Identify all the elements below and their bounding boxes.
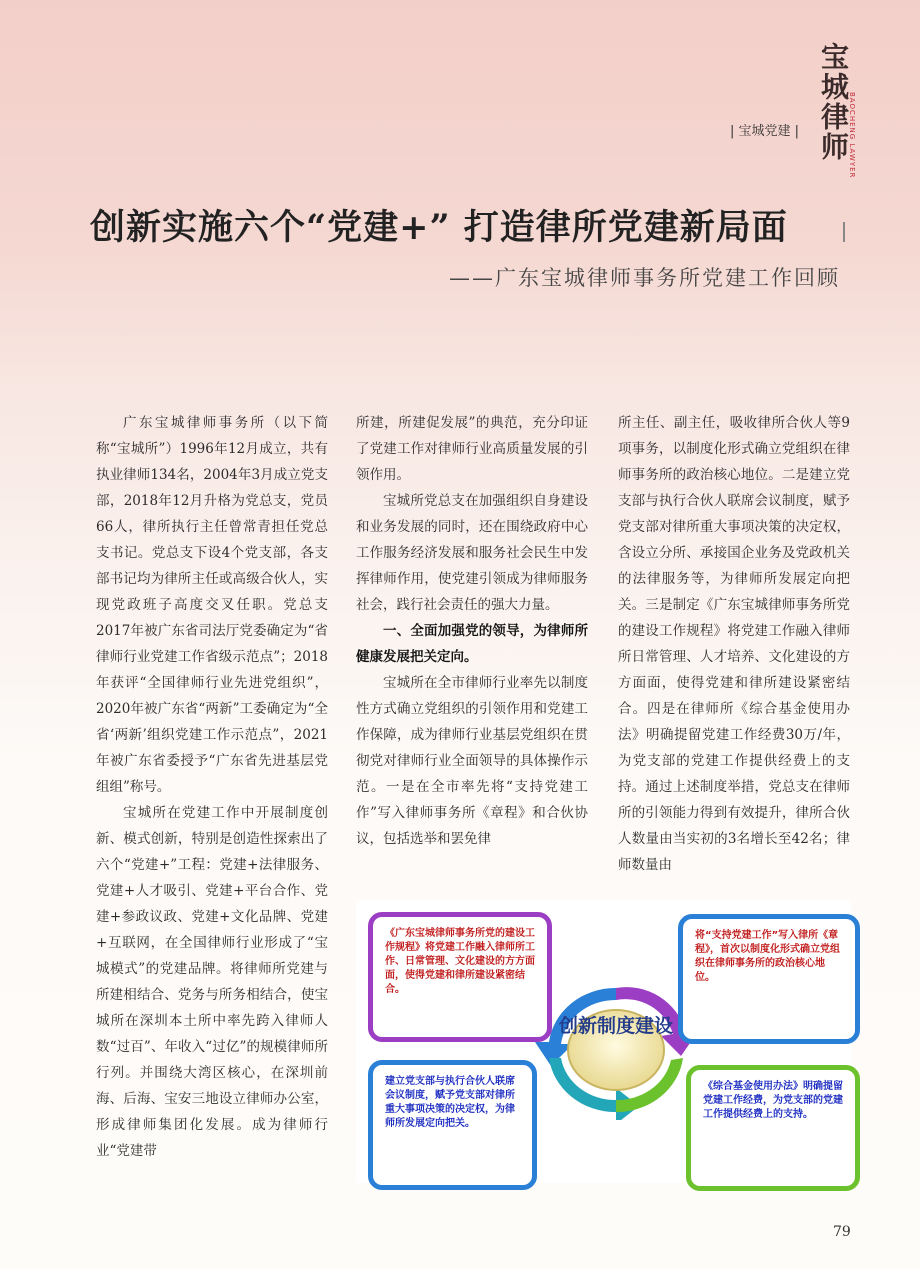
paragraph: 宝城所在党建工作中开展制度创新、模式创新，特别是创造性探索出了六个“党建+”工程：党建+法律服务、党建+人才吸引、党建+平台合作、党建+参政议政、党建+文化品牌、党建+互联网，在全国律师行业形成了“宝城模式”的党建品牌。将律师所党建与所建相结合、党务与所务相结合，使宝城所在深圳本土所中率先跨入律师人数“过百”、年收入“过亿”的规模律师所行列。并围绕大湾区核心，在深圳前海、后海、宝安三地设立律师办公室，形成律师集团化发展。成为律师行业“党建带: [96, 805, 328, 1159]
paragraph: 所主任、副主任，吸收律所合伙人等9项事务，以制度化形式确立党组织在律师事务所的政治核心地位。二是建立党支部与执行合伙人联席会议制度，赋予党支部对律所重大事项决策的决定权，含设立分所、承接国企业务及党政机关的法律服务等，为律师所发展定向把关。三是制定《广东宝城律师事务所党的建设工作规程》将党建工作融入律师所日常管理、人才培养、文化建设的方方面面，使得党建和律所建设紧密结合。四是在律师所《综合基金使用办法》明确提留党建工作经费30万/年，为党支部的党建工作提供经费上的支持。通过上述制度举措，党总支在律师所的引领能力得到有效提升，律所合伙人数量由当实初的3名增长至42名；律师数量由: [618, 415, 850, 873]
paragraph: 宝城所党总支在加强组织自身建设和业务发展的同时，还在围绕政府中心工作服务经济发展和服务社会民生中发挥律师作用，使党建引领成为律师服务社会，践行社会责任的强大力量。: [356, 493, 588, 613]
text-column-2: [356, 410, 588, 852]
text-column-3: [618, 410, 850, 878]
section-tag: | 宝城党建 |: [730, 124, 800, 139]
diagram-center-label: 创新制度建设: [558, 1015, 673, 1037]
text-column-1: [96, 410, 328, 1164]
section-heading: 一、全面加强党的领导，为律师所健康发展把关定向。: [356, 623, 588, 665]
paragraph: 宝城所在全市律师行业率先以制度性方式确立党组织的引领作用和党建工作保障，成为律师行业基层党组织在贯彻党对律师行业全面领导的具体操作示范。一是在全市率先将“支持党建工作”写入律师事务所《章程》和合伙协议，包括选举和罢免律: [356, 675, 588, 847]
article-title: 创新实施六个“党建+” 打造律所党建新局面: [90, 207, 788, 248]
paragraph: 所建，所建促发展”的典范，充分印证了党建工作对律师行业高质量发展的引领作用。: [356, 415, 588, 483]
article-subtitle: ——广东宝城律师事务所党建工作回顾: [449, 266, 840, 290]
diagram-box-joint-meeting: 建立党支部与执行合伙人联席会议制度，赋予党支部对律所重大事项决策的决定权，为律师所发展定向把关。: [368, 1060, 537, 1190]
page-number: 79: [833, 1224, 851, 1240]
diagram-box-work-rules: 《广东宝城律师事务所党的建设工作规程》将党建工作融入律师所工作、日常管理、文化建设的方方面面，使得党建和律所建设紧密结合。: [368, 912, 552, 1042]
brand-name-en: BAOCHENG LAWYER: [848, 92, 856, 179]
institution-building-diagram: [356, 900, 851, 1183]
brand-name-cn: 宝城律师: [817, 42, 850, 162]
diagram-box-charter: 将“支持党建工作”写入律所《章程》，首次以制度化形式确立党组织在律师事务所的政治核心地位。: [678, 914, 860, 1044]
paragraph: 广东宝城律师事务所（以下简称“宝城所”）1996年12月成立，共有执业律师134名，2004年3月成立党支部，2018年12月升格为党总支，党员66人，律所执行主任曾常青担任党总支书记。党总支下设4个党支部，各支部书记均为律所主任或高级合伙人，实现党政班子高度交叉任职。党总支2017年被广东省司法厅党委确定为“省律师行业党建工作省级示范点”；2018年获评“全国律师行业先进党组织”，2020年被广东省“两新”工委确定为“全省‘两新’组织党建工作示范点”，2021年被广东省委授予“广东省先进基层党组组”称号。: [96, 415, 328, 795]
diagram-box-fund: 《综合基金使用办法》明确提留党建工作经费，为党支部的党建工作提供经费上的支持。: [686, 1065, 860, 1191]
title-divider: [843, 222, 845, 242]
